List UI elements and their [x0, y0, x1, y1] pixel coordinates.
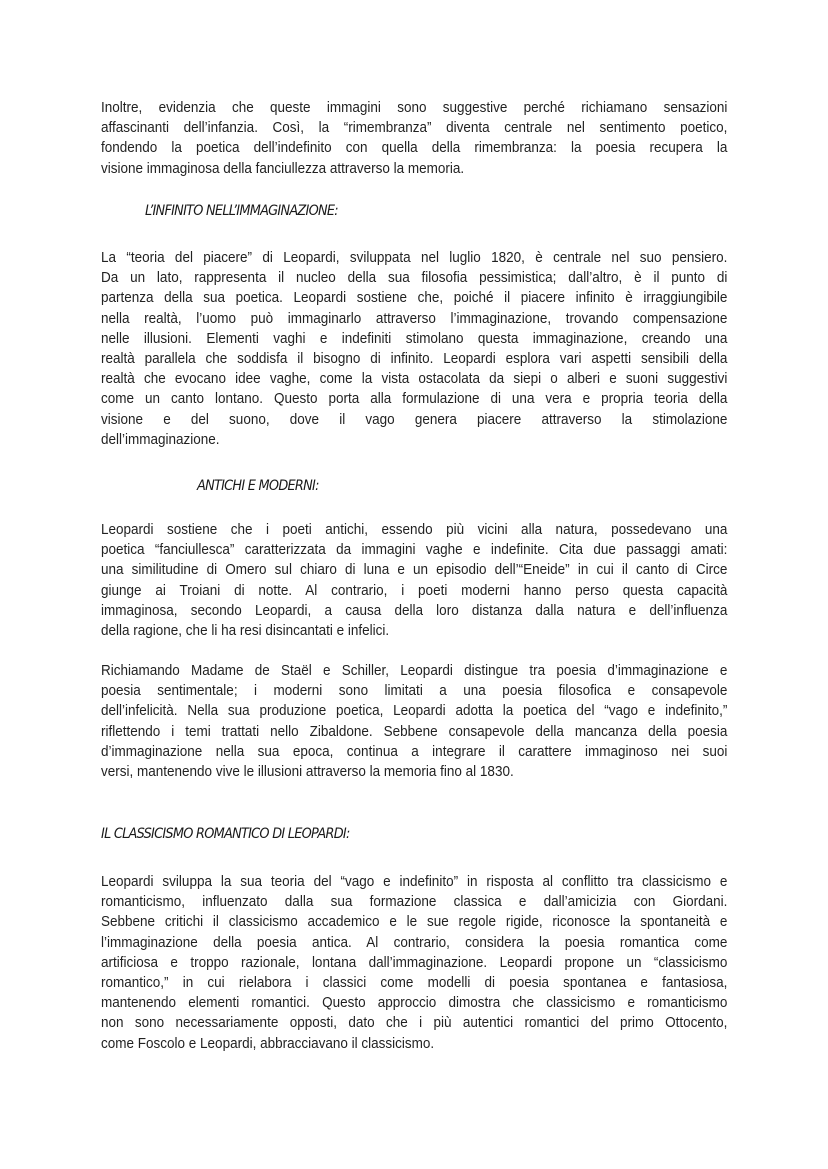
text-line: Richiamando Madame de Staël e Schiller, Leopardi distingue tra poesia d’immaginazione e — [101, 662, 728, 679]
text-line: una similitudine di Omero sul chiaro di luna e un episodio dell’“Eneide” in cui il canto di Circe — [101, 561, 728, 579]
paragraph-poeti-antichi — [101, 520, 727, 641]
text-line: visione immaginosa della fanciullezza attraverso la memoria. — [101, 159, 465, 177]
text-line: della ragione, che li ha resi disincantati e infelici. — [101, 621, 390, 639]
text-line: dell’immaginazione. — [101, 430, 220, 448]
text-line: poetica “fanciullesca” caratterizzata da immagini vaghe e indefinite. Cita due passaggi amati: — [101, 541, 728, 559]
text-line: come Foscolo e Leopardi, abbracciavano il classicismo. — [101, 1034, 435, 1052]
paragraph-classicismo — [101, 872, 727, 1054]
text-line: riflettendo i temi trattati nello Zibaldone. Sebbene consapevole della mancanza della poesia — [101, 722, 728, 740]
text-line: mantenendo elementi romantici. Questo approccio dimostra che classicismo e romanticismo — [101, 994, 728, 1012]
text-line: l’immaginazione della poesia antica. Al contrario, considera la poesia romantica come — [101, 933, 728, 951]
text-line: immaginosa, secondo Leopardi, a causa della loro distanza dalla natura e dell’influenza — [101, 601, 728, 619]
text-line: romantico,” in cui rielabora i classici come modelli di poesia spontanea e fantasiosa, — [101, 973, 728, 991]
heading-antichi-moderni: ANTICHI E MODERNI: — [197, 478, 319, 494]
text-line: dell’infelicità. Nella sua produzione poetica, Leopardi adotta la poetica del “vago e indefinito,” — [101, 702, 728, 720]
text-line: affascinanti dell’infanzia. Così, la “rimembranza” diventa centrale nel sentimento poetico, — [101, 119, 728, 137]
text-line: Da un lato, rappresenta il nucleo della sua filosofia pessimistica; dall’altro, è il punto di — [101, 269, 728, 287]
heading-infinito-immaginazione: L’INFINITO NELL’IMMAGINAZIONE: — [145, 203, 338, 219]
text-line: La “teoria del piacere” di Leopardi, sviluppata nel luglio 1820, è centrale nel suo pensiero. — [101, 249, 728, 266]
paragraph-stael-schiller — [101, 661, 727, 782]
text-line: visione e del suono, dove il vago genera piacere attraverso la stimolazione — [101, 410, 728, 428]
text-line: realtà parallela che soddisfa il bisogno di infinito. Leopardi esplora vari aspetti sensibili della — [101, 349, 728, 367]
text-line: fondendo la poetica dell’indefinito con quella della rimembranza: la poesia recupera la — [101, 139, 728, 157]
text-line: romanticismo, influenzato dalla sua formazione classica e dall’amicizia con Giordani. — [101, 893, 728, 911]
text-line: giunge ai Troiani di notte. Al contrario, i poeti moderni hanno perso questa capacità — [101, 581, 728, 599]
text-line: non sono necessariamente opposti, dato che i più autentici romantici del primo Ottocento, — [101, 1014, 728, 1032]
text-line: versi, mantenendo vive le illusioni attraverso la memoria fino al 1830. — [101, 762, 514, 780]
text-line: Leopardi sviluppa la sua teoria del “vago e indefinito” in risposta al conflitto tra classicismo e — [101, 873, 728, 890]
text-line: Inoltre, evidenzia che queste immagini sono suggestive perché richiamano sensazioni — [101, 99, 728, 116]
text-line: nella realtà, l’uomo può immaginarlo attraverso l’immaginazione, trovando compensazione — [101, 309, 728, 327]
heading-classicismo-romantico: IL CLASSICISMO ROMANTICO DI LEOPARDI: — [101, 826, 350, 842]
text-line: Leopardi sostiene che i poeti antichi, essendo più vicini alla natura, possedevano una — [101, 521, 728, 538]
text-line: Sebbene critichi il classicismo accademico e le sue regole rigide, riconosce la spontaneità e — [101, 913, 728, 931]
paragraph-rimembranza — [101, 98, 727, 179]
paragraph-teoria-piacere — [101, 248, 727, 450]
text-line: poesia sentimentale; i moderni sono limitati a una poesia filosofica e consapevole — [101, 682, 728, 700]
text-line: come un canto lontano. Questo porta alla formulazione di una vera e propria teoria della — [101, 390, 728, 408]
text-line: partenza della sua poetica. Leopardi sostiene che, poiché il piacere infinito è irraggiungibile — [101, 289, 728, 307]
text-line: realtà che evocano idee vaghe, come la vista ostacolata da siepi o alberi e suoni suggestivi — [101, 370, 728, 388]
text-line: nelle illusioni. Elementi vaghi e indefiniti stimolano questa immaginazione, creando una — [101, 329, 728, 347]
text-line: artificiosa e troppo razionale, lontana dall’immaginazione. Leopardi propone un “classicismo — [101, 953, 728, 971]
text-line: d’immaginazione nella sua epoca, continua a integrare il carattere immaginoso nei suoi — [101, 742, 728, 760]
